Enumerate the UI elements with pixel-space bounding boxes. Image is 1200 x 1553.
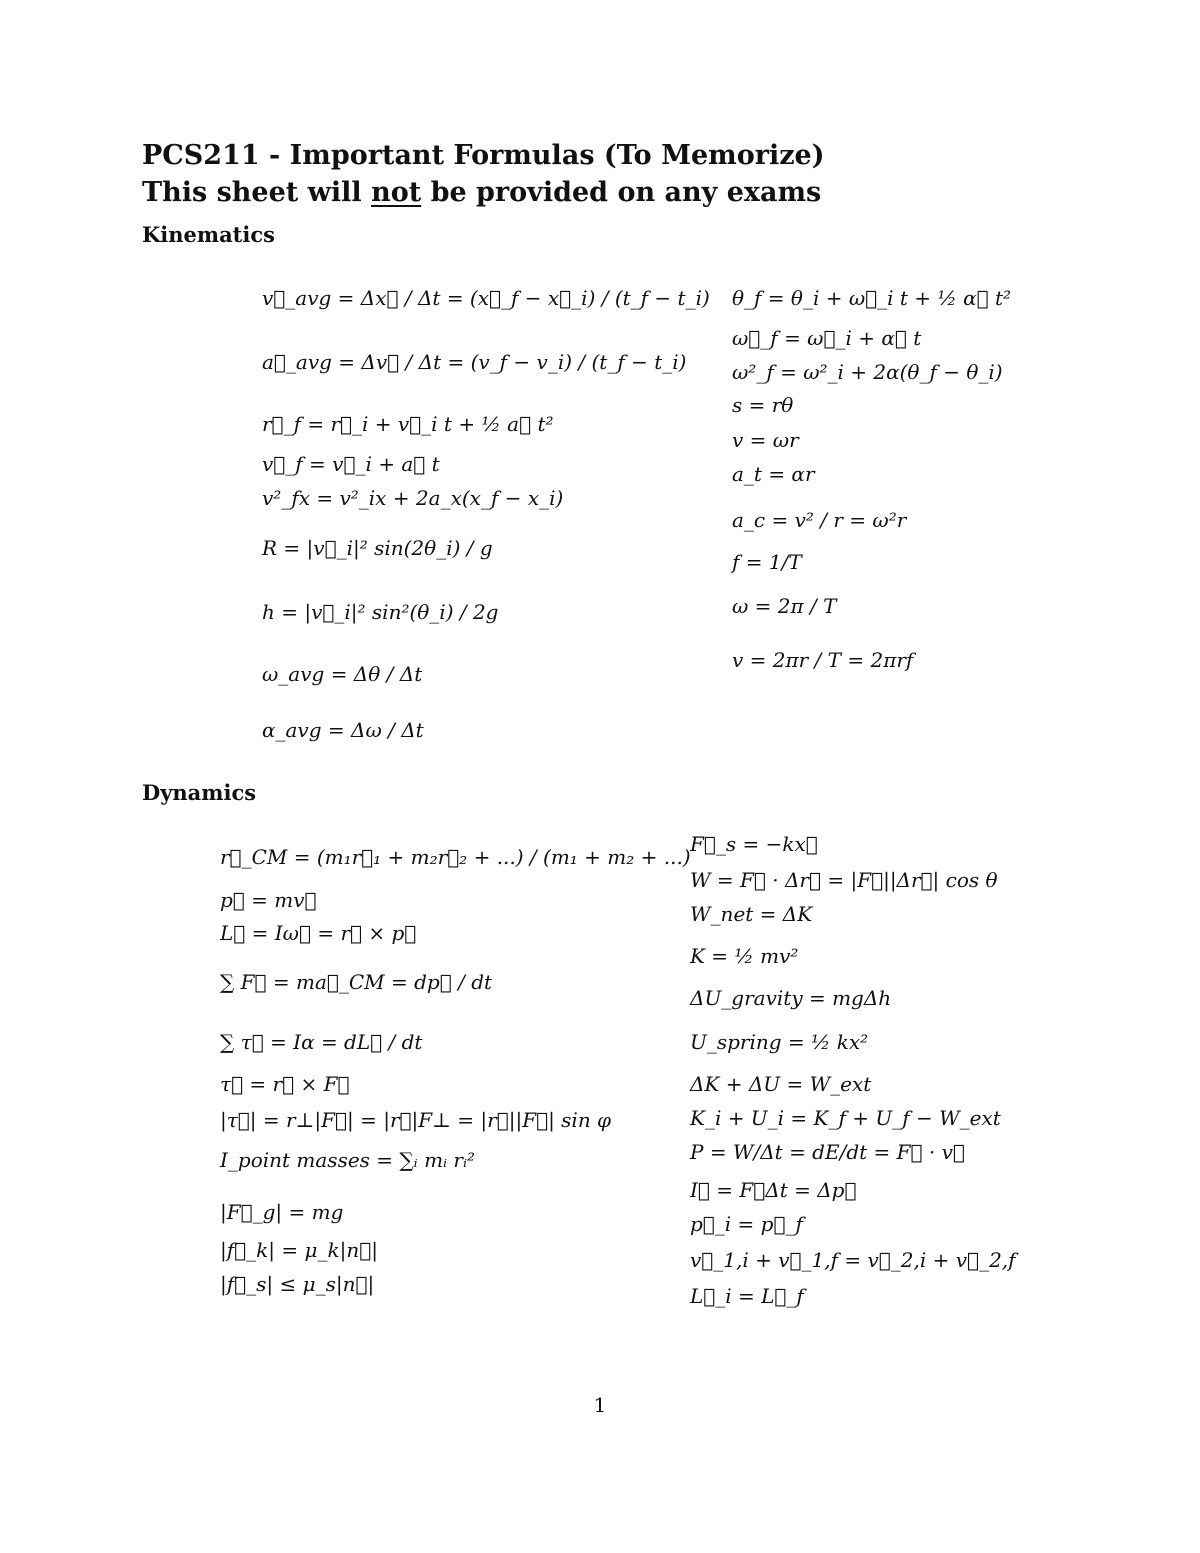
formula-angular-momentum: L⃗ = Iω⃗ = r⃗ × p⃗ <box>220 921 417 945</box>
formula-kinetic-energy: K = ½ mv² <box>690 944 799 968</box>
formula-energy-conservation: K_i + U_i = K_f + U_f − W_ext <box>690 1106 1001 1130</box>
formula-r-final: r⃗_f = r⃗_i + v⃗_i t + ½ a⃗ t² <box>262 412 554 436</box>
formula-torque-cross: τ⃗ = r⃗ × F⃗ <box>220 1072 350 1096</box>
formula-work: W = F⃗ · Δr⃗ = |F⃗||Δr⃗| cos θ <box>690 868 998 892</box>
formula-static-friction: |f⃗_s| ≤ μ_s|n⃗| <box>220 1272 375 1296</box>
formula-momentum-conservation: p⃗_i = p⃗_f <box>690 1212 803 1236</box>
page-title <box>142 137 825 211</box>
formula-tangential-accel: a_t = αr <box>732 462 815 486</box>
formula-max-height: h = |v⃗_i|² sin²(θ_i) / 2g <box>262 600 499 624</box>
formula-v-final: v⃗_f = v⃗_i + a⃗ t <box>262 452 440 476</box>
formula-newton-second: ∑ F⃗ = ma⃗_CM = dp⃗ / dt <box>220 970 493 994</box>
formula-omega-avg: ω_avg = Δθ / Δt <box>262 662 423 686</box>
formula-arc-length: s = rθ <box>732 393 794 417</box>
formula-spring-potential: U_spring = ½ kx² <box>690 1030 869 1054</box>
formula-v-omega-r: v = ωr <box>732 428 799 452</box>
dynamics-heading: Dynamics <box>142 780 257 805</box>
formula-omega-period: ω = 2π / T <box>732 594 837 618</box>
formula-moment-of-inertia: I_point masses = ∑ᵢ mᵢ rᵢ² <box>220 1148 476 1172</box>
formula-power: P = W/Δt = dE/dt = F⃗ · v⃗ <box>690 1140 965 1164</box>
title-line-2-after: be provided on any exams <box>421 177 822 208</box>
formula-angular-momentum-conservation: L⃗_i = L⃗_f <box>690 1284 804 1308</box>
formula-v-avg: v⃗_avg = Δx⃗ / Δt = (x⃗_f − x⃗_i) / (t_f − t_i) <box>262 286 710 310</box>
formula-alpha-avg: α_avg = Δω / Δt <box>262 718 424 742</box>
formula-v-period: v = 2πr / T = 2πrf <box>732 648 914 672</box>
page-number: 1 <box>593 1393 607 1417</box>
title-line-2-before: This sheet will <box>142 177 372 208</box>
title-line-2 <box>142 174 825 211</box>
formula-net-torque: ∑ τ⃗ = Iα = dL⃗ / dt <box>220 1030 423 1054</box>
title-emphasis-not: not <box>371 177 422 208</box>
formula-theta-final: θ_f = θ_i + ω⃗_i t + ½ α⃗ t² <box>732 286 1012 310</box>
formula-vfx-squared: v²_fx = v²_ix + 2a_x(x_f − x_i) <box>262 486 564 510</box>
formula-center-of-mass: r⃗_CM = (m₁r⃗₁ + m₂r⃗₂ + ...) / (m₁ + m₂ + ...) <box>220 845 691 869</box>
formula-torque-magnitude: |τ⃗| = r⊥|F⃗| = |r⃗|F⊥ = |r⃗||F⃗| sin φ <box>220 1108 612 1132</box>
formula-elastic-velocities: v⃗_1,i + v⃗_1,f = v⃗_2,i + v⃗_2,f <box>690 1248 1016 1272</box>
kinematics-heading: Kinematics <box>142 222 275 247</box>
formula-gravity-potential: ΔU_gravity = mgΔh <box>690 986 892 1010</box>
formula-energy-change: ΔK + ΔU = W_ext <box>690 1072 872 1096</box>
title-line-1: PCS211 - Important Formulas (To Memorize) <box>142 140 825 171</box>
formula-range: R = |v⃗_i|² sin(2θ_i) / g <box>262 536 493 560</box>
formula-gravity-force: |F⃗_g| = mg <box>220 1200 344 1224</box>
formula-frequency: f = 1/T <box>732 550 802 574</box>
formula-omega-final: ω⃗_f = ω⃗_i + α⃗ t <box>732 326 922 350</box>
formula-kinetic-friction: |f⃗_k| = μ_k|n⃗| <box>220 1238 378 1262</box>
formula-spring-force: F⃗_s = −kx⃗ <box>690 832 818 856</box>
formula-impulse: I⃗ = F⃗Δt = Δp⃗ <box>690 1178 857 1202</box>
formula-momentum: p⃗ = mv⃗ <box>220 888 317 912</box>
formula-centripetal-accel: a_c = v² / r = ω²r <box>732 508 907 532</box>
formula-omega-final-squared: ω²_f = ω²_i + 2α(θ_f − θ_i) <box>732 360 1003 384</box>
formula-a-avg: a⃗_avg = Δv⃗ / Δt = (v_f − v_i) / (t_f − t_i) <box>262 350 687 374</box>
formula-work-energy: W_net = ΔK <box>690 902 813 926</box>
